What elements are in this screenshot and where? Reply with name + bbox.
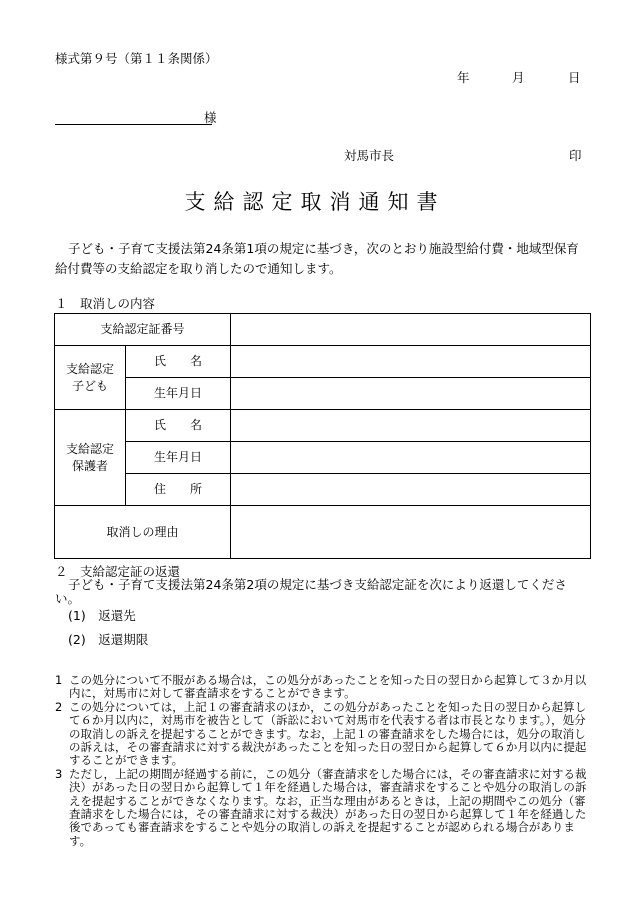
return-deadline-label: (2) 返還期限 bbox=[68, 632, 149, 647]
document-title: 支給認定取消通知書 bbox=[184, 190, 446, 214]
guardian-name-label: 氏 名 bbox=[126, 410, 231, 442]
note-number: 1 bbox=[55, 673, 63, 687]
note-text: ただし，上記の期間が経過する前に，この処分（審査請求をした場合には，その審査請求に対する裁決）があった日の翌日から起算して１年を経過した場合は，審査請求をすることや処分の取消しの訴えを提起することができなくなります。なお，正当な理由があるときは，上記の期間やこの処分（審査請求をした場合には，その審査請求に対する裁決）があった日の翌日から起算して１年を経過した後であっても審査請求をすることや処分の取消しの訴えを提起することが認められる場合があります。 bbox=[69, 766, 587, 848]
note-number: 3 bbox=[55, 766, 63, 781]
appeal-notes bbox=[55, 674, 590, 848]
reason-value bbox=[231, 506, 591, 559]
recipient-suffix: 様 bbox=[204, 110, 217, 125]
reason-label: 取消しの理由 bbox=[55, 506, 231, 559]
date-day-label: 日 bbox=[568, 70, 581, 85]
recipient-name-line bbox=[55, 124, 212, 125]
note-item bbox=[55, 674, 590, 701]
section1-heading: １ 取消しの内容 bbox=[55, 296, 156, 311]
form-number: 様式第９号（第１１条関係） bbox=[55, 51, 218, 66]
child-birthdate-label: 生年月日 bbox=[126, 378, 231, 410]
guardian-address-value bbox=[231, 474, 591, 506]
cancellation-table bbox=[54, 313, 591, 559]
intro-paragraph: 子ども・子育て支援法第24条第1項の規定に基づき，次のとおり施設型給付費・地域型保育給付費等の支給認定を取り消したので通知します。 bbox=[55, 241, 579, 276]
child-group-label: 支給認定 子ども bbox=[55, 346, 126, 410]
date-month-label: 月 bbox=[512, 70, 525, 85]
guardian-group-label: 支給認定 保護者 bbox=[55, 410, 126, 506]
child-name-value bbox=[231, 346, 591, 378]
note-number: 2 bbox=[55, 699, 63, 714]
guardian-address-label: 住 所 bbox=[126, 474, 231, 506]
child-name-label: 氏 名 bbox=[126, 346, 231, 378]
section2-heading: ２ 支給認定証の返還 bbox=[55, 564, 181, 579]
guardian-birthdate-value bbox=[231, 442, 591, 474]
section2-paragraph: 子ども・子育て支援法第24条第2項の規定に基づき支給認定証を次により返還してください。 bbox=[55, 577, 567, 606]
seal-mark: 印 bbox=[569, 148, 582, 163]
note-text: この処分については，上記１の審査請求のほか，この処分があったことを知った日の翌日から起算して６か月以内に，対馬市を被告として（訴訟において対馬市を代表する者は市長となります。），処分の取消しの訴えを提起することができます。なお，上記１の審査請求をした場合には，処分の取消しの訴えは，その審査請求に対する裁決があったことを知った日の翌日から起算して６か月以内に提起することができます。 bbox=[69, 699, 587, 768]
issuer-name: 対馬市長 bbox=[344, 148, 395, 163]
date-year-label: 年 bbox=[457, 70, 470, 85]
child-birthdate-value bbox=[231, 378, 591, 410]
note-text: この処分について不服がある場合は，この処分があったことを知った日の翌日から起算して３か月以内に，対馬市に対して審査請求をすることができます。 bbox=[69, 673, 587, 701]
guardian-birthdate-label: 生年月日 bbox=[126, 442, 231, 474]
cert-number-value bbox=[231, 314, 591, 346]
note-item bbox=[55, 768, 590, 848]
return-destination-label: (1) 返還先 bbox=[68, 608, 136, 623]
note-item bbox=[55, 701, 590, 768]
guardian-name-value bbox=[231, 410, 591, 442]
cert-number-label: 支給認定証番号 bbox=[55, 314, 231, 346]
